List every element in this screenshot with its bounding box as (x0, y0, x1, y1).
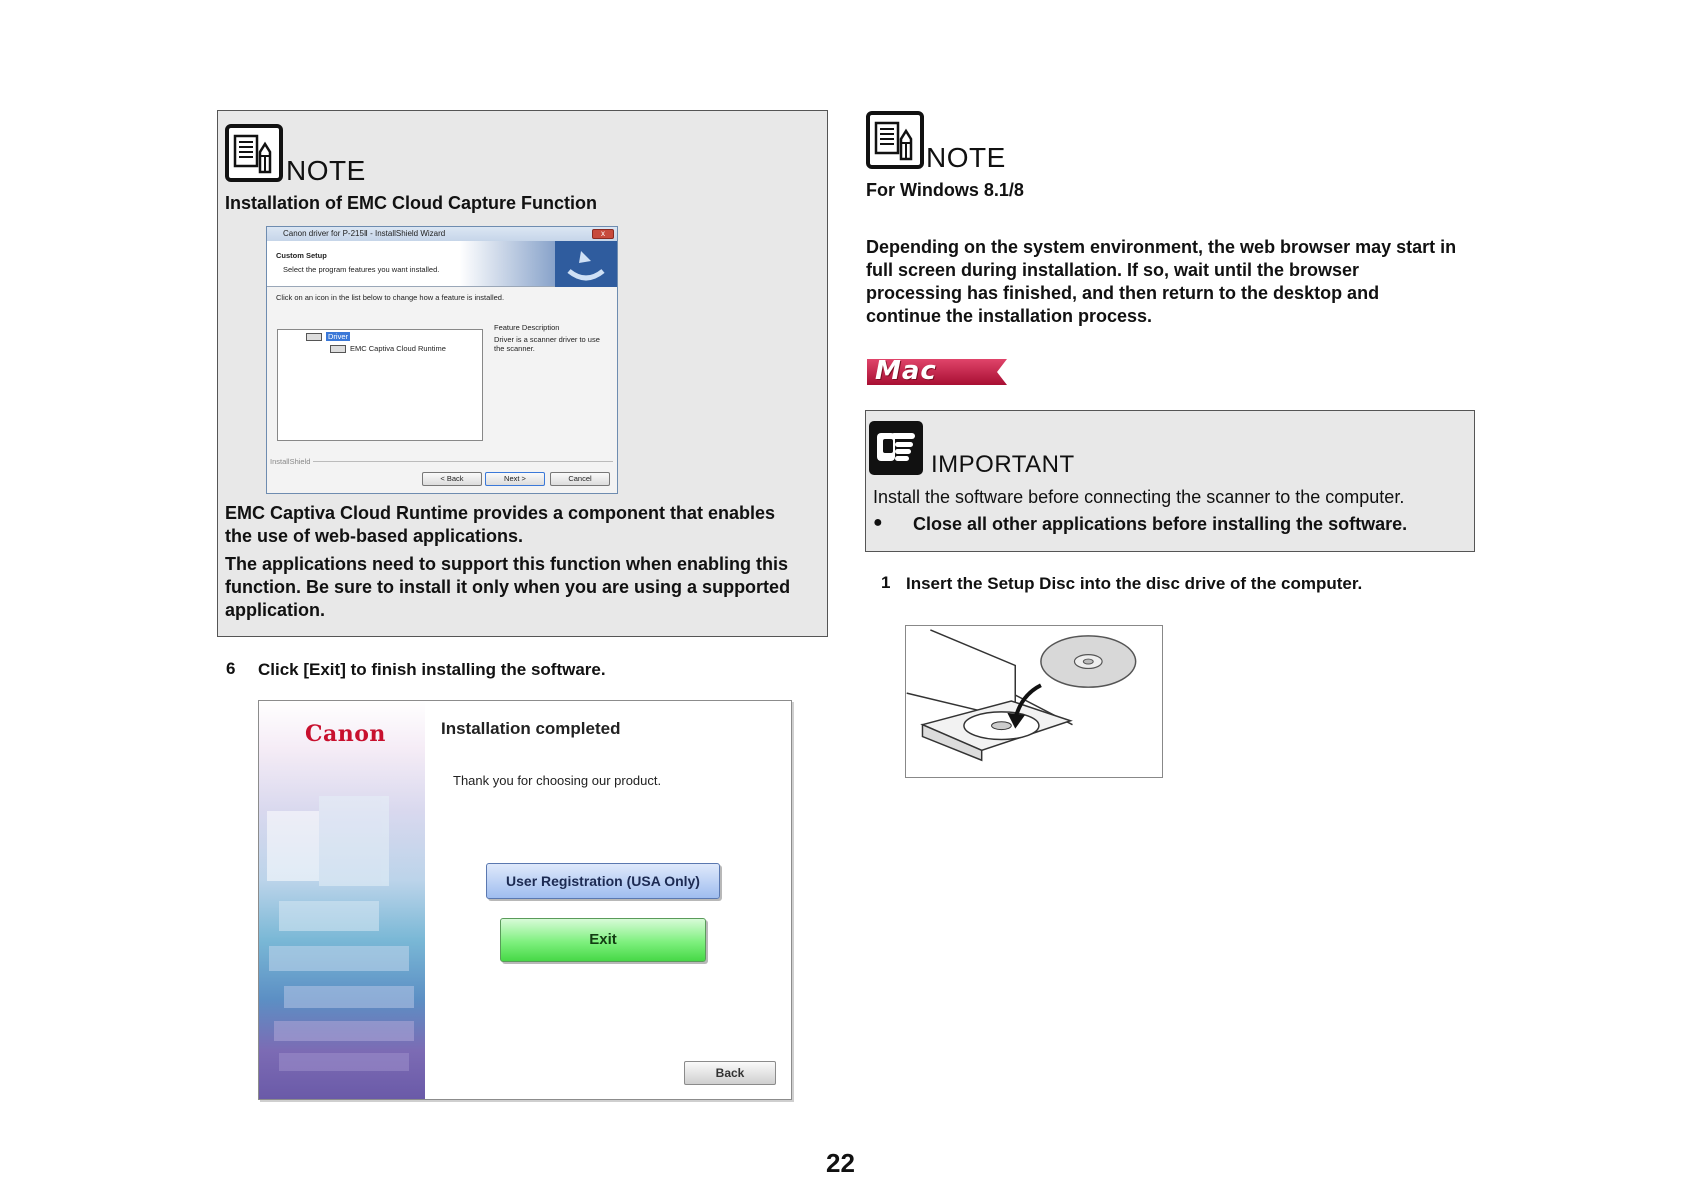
tree-item-runtime[interactable]: EMC Captiva Cloud Runtime (350, 344, 446, 353)
mac-badge (865, 357, 1007, 387)
canon-side-graphic (259, 701, 425, 1099)
important-line-1: Install the software before connecting the scanner to the computer. (873, 487, 1405, 507)
step-1-text: Insert the Setup Disc into the disc drive of the computer. (906, 574, 1363, 593)
wizard-footer-divider (313, 461, 613, 462)
wizard-feature-tree[interactable] (277, 329, 483, 441)
step-6-text: Click [Exit] to finish installing the software. (258, 660, 606, 679)
feature-desc-line1: Driver is a scanner driver to use (494, 335, 600, 344)
page-number: 22 (826, 1148, 855, 1178)
step-6-number: 6 (226, 659, 236, 678)
wizard-cancel-button[interactable]: Cancel (550, 472, 610, 486)
wizard-close-icon[interactable]: x (592, 229, 614, 239)
right-note-subheading: For Windows 8.1/8 (866, 180, 1024, 200)
step-1-number: 1 (881, 573, 891, 592)
left-note-paragraph-1-line-2: the use of web-based applications. (225, 526, 524, 546)
left-note-paragraph-2-line-3: application. (225, 600, 326, 620)
tree-item-driver[interactable]: Driver (328, 332, 348, 341)
right-note-line-3: processing has finished, and then return to the desktop and (866, 283, 1380, 303)
left-note-paragraph-2-line-2: function. Be sure to install it only when you are using a supported (225, 577, 791, 597)
wizard-next-button[interactable]: Next > (485, 472, 545, 486)
wizard-titlebar: Canon driver for P-215Ⅱ - InstallShield Wizard (267, 227, 617, 241)
important-heading: IMPORTANT (931, 451, 1075, 478)
feature-desc-label: Feature Description (494, 323, 560, 332)
wizard-instruction: Click on an icon in the list below to change how a feature is installed. (276, 293, 505, 302)
back-button[interactable]: Back (684, 1061, 776, 1085)
installation-completed-title: Installation completed (441, 719, 621, 738)
right-note-line-2: full screen during installation. If so, wait until the browser (866, 260, 1360, 280)
wizard-logo-icon (555, 241, 617, 287)
exit-button[interactable]: Exit (500, 918, 706, 962)
right-note-line-4: continue the installation process. (866, 306, 1153, 326)
note-icon (866, 111, 924, 169)
tree-drive-icon (330, 345, 346, 353)
feature-desc-line2: the scanner. (494, 344, 535, 353)
important-bullet-text: Close all other applications before installing the software. (913, 514, 1408, 534)
tree-drive-icon (306, 333, 322, 341)
disc-drive-illustration (905, 625, 1163, 778)
mac-badge-label: Mac (875, 356, 937, 386)
wizard-section-title: Custom Setup (276, 251, 327, 260)
left-note-heading: NOTE (286, 155, 366, 186)
note-icon (225, 124, 283, 182)
wizard-footer-label: InstallShield (270, 457, 311, 466)
right-note-line-1: Depending on the system environment, the web browser may start in (866, 237, 1457, 257)
user-registration-button[interactable]: User Registration (USA Only) (486, 863, 720, 899)
canon-installation-completed-window (258, 700, 792, 1100)
important-hand-icon (869, 421, 923, 475)
wizard-section-sub: Select the program features you want installed. (283, 265, 440, 274)
left-note-paragraph-2-line-1: The applications need to support this function when enabling this (225, 554, 789, 574)
wizard-back-button[interactable]: < Back (422, 472, 482, 486)
left-note-paragraph-1-line-1: EMC Captiva Cloud Runtime provides a component that enables (225, 503, 776, 523)
left-note-subheading: Installation of EMC Cloud Capture Function (225, 193, 597, 213)
canon-logo: Canon (305, 721, 386, 747)
installshield-wizard-screenshot (266, 226, 618, 494)
right-note-heading: NOTE (926, 142, 1006, 173)
thanks-message: Thank you for choosing our product. (453, 773, 662, 788)
important-bullet-icon: ● (873, 514, 883, 531)
